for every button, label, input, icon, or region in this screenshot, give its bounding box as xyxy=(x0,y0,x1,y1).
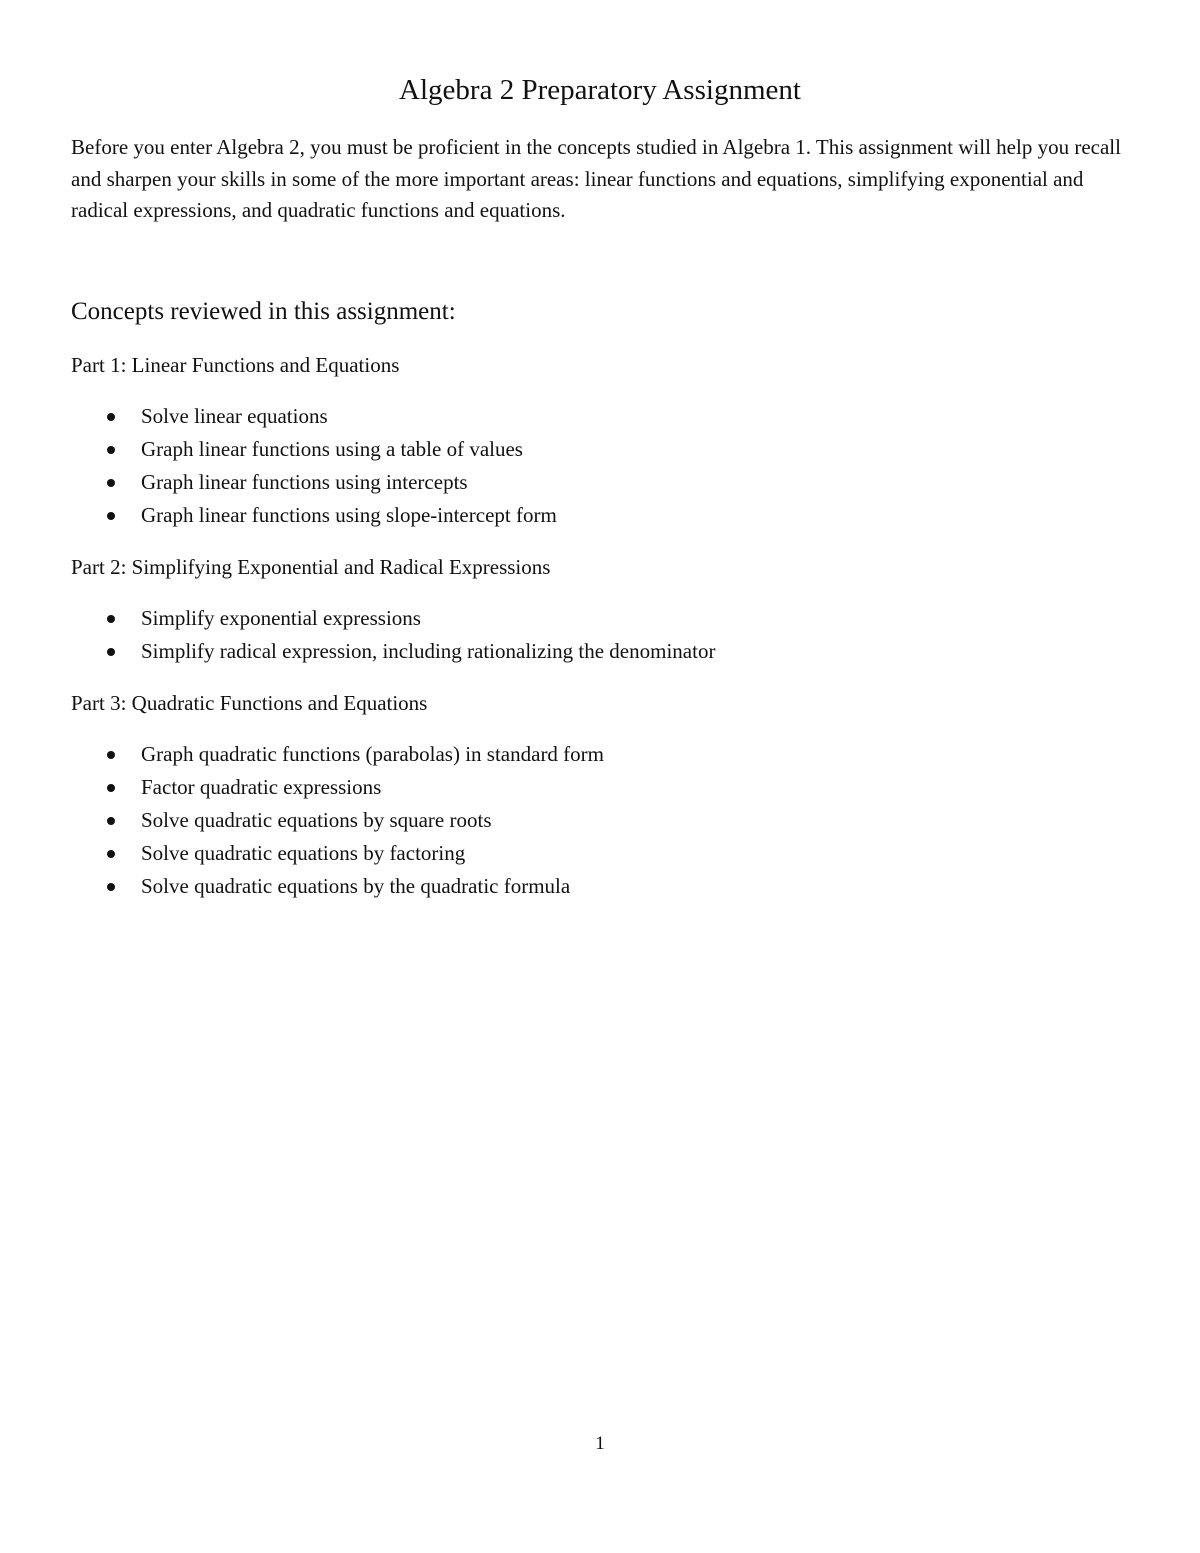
list-item xyxy=(71,804,604,837)
intro-paragraph: Before you enter Algebra 2, you must be proficient in the concepts studied in Algebra 1. This assignment will help you recall and sharpen your skills in some of the more important areas: linear functions and equations, simplifying exponential and radical expressions, and quadratic functions and equations. xyxy=(71,135,1121,222)
list-item xyxy=(71,499,557,532)
bullet-icon xyxy=(107,850,115,858)
bullet-icon xyxy=(107,648,115,656)
list-item-text: Graph linear functions using slope-intercept form xyxy=(141,503,557,527)
part-2-label: Part 2: Simplifying Exponential and Radical Expressions xyxy=(71,555,551,579)
bullet-icon xyxy=(107,479,115,487)
part-2-section xyxy=(71,552,715,668)
part-1-list xyxy=(71,400,557,532)
bullet-icon xyxy=(107,413,115,421)
bullet-icon xyxy=(107,883,115,891)
list-item xyxy=(71,433,557,466)
bullet-icon xyxy=(107,615,115,623)
part-3-section xyxy=(71,688,604,903)
bullet-icon xyxy=(107,784,115,792)
list-item xyxy=(71,602,715,635)
list-item-text: Graph quadratic functions (parabolas) in standard form xyxy=(141,742,605,766)
list-item-text: Solve quadratic equations by factoring xyxy=(141,841,466,865)
list-item-text: Simplify radical expression, including rationalizing the denominator xyxy=(141,639,716,663)
list-item-text: Factor quadratic expressions xyxy=(141,775,382,799)
bullet-icon xyxy=(107,751,115,759)
page-number: 1 xyxy=(595,1433,605,1454)
list-item xyxy=(71,400,557,433)
list-item-text: Graph linear functions using intercepts xyxy=(141,470,468,494)
list-item-text: Solve quadratic equations by square roots xyxy=(141,808,492,832)
list-item xyxy=(71,466,557,499)
part-3-list xyxy=(71,738,604,903)
list-item xyxy=(71,870,604,903)
part-2-list xyxy=(71,602,715,668)
bullet-icon xyxy=(107,446,115,454)
concepts-heading: Concepts reviewed in this assignment: xyxy=(71,298,456,325)
list-item xyxy=(71,635,715,668)
list-item xyxy=(71,837,604,870)
part-3-label: Part 3: Quadratic Functions and Equations xyxy=(71,691,428,715)
list-item-text: Graph linear functions using a table of values xyxy=(141,437,523,461)
part-1-label: Part 1: Linear Functions and Equations xyxy=(71,353,400,377)
list-item-text: Simplify exponential expressions xyxy=(141,606,421,630)
bullet-icon xyxy=(107,817,115,825)
document-title: Algebra 2 Preparatory Assignment xyxy=(399,74,801,106)
list-item xyxy=(71,771,604,804)
part-1-section xyxy=(71,350,557,532)
list-item-text: Solve quadratic equations by the quadratic formula xyxy=(141,874,571,898)
list-item xyxy=(71,738,604,771)
bullet-icon xyxy=(107,512,115,520)
list-item-text: Solve linear equations xyxy=(141,404,328,428)
